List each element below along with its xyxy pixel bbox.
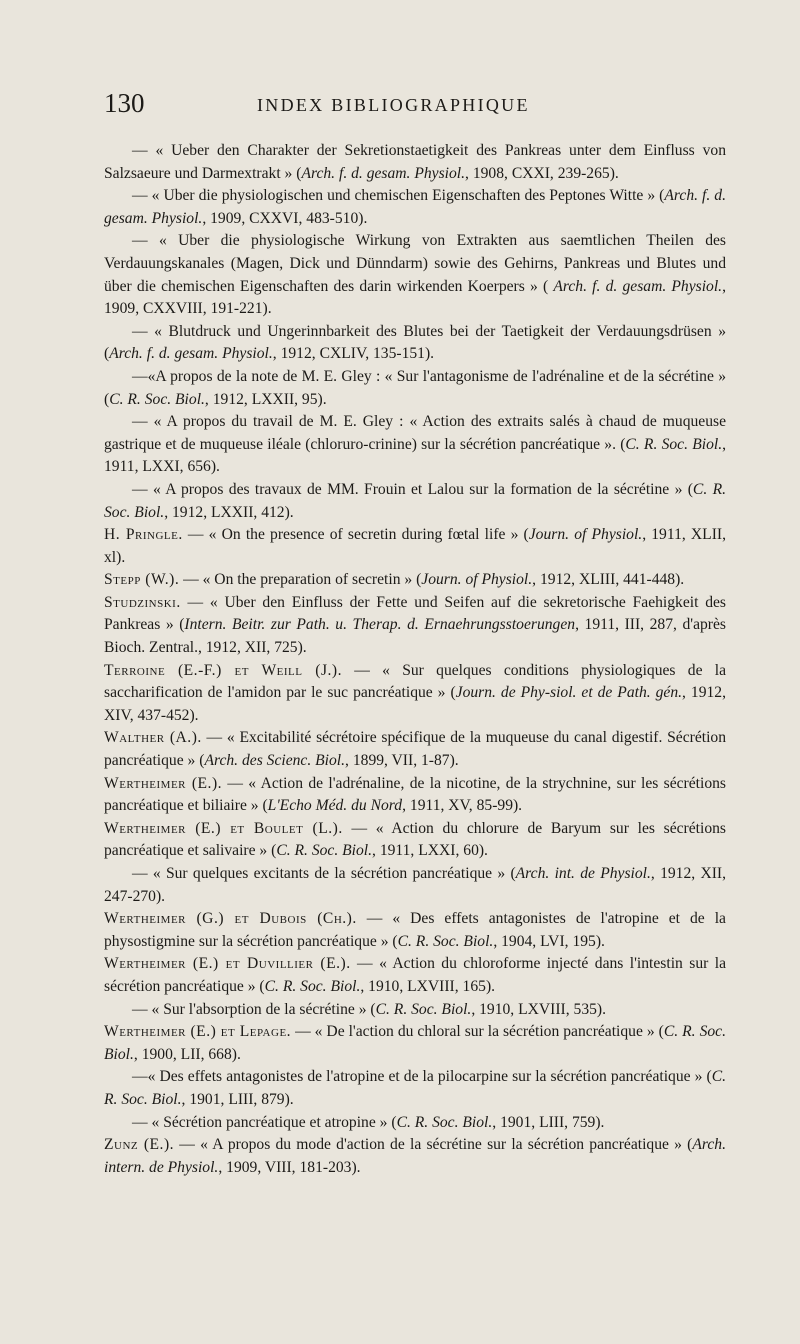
entry-title: — « A propos des travaux de MM. Frouin et Lalou sur la formation de la sécrétine » ( xyxy=(132,480,693,498)
entry-title: — « Action du chlorure de Baryum sur les sécrétions pancréatique et salivaire » ( xyxy=(104,819,726,860)
entry-reference: , 1909, CXXVI, 483-510). xyxy=(202,209,368,227)
entry-title: — « Sur quelques excitants de la sécrétion pancréatique » ( xyxy=(132,865,516,882)
entry-title: — « Uber die physiologischen und chemischen Eigenschaften des Peptones Witte » ( xyxy=(132,187,665,205)
bibliography-entry xyxy=(104,366,726,411)
entry-author: Wertheimer (E.). xyxy=(104,774,223,792)
bibliography-entry xyxy=(104,1066,726,1111)
entry-title: — « Blutdruck und Ungerinnbarkeit des Blutes bei der Taetigkeit der Verdauungsdrüsen » ( xyxy=(104,322,726,363)
entry-source: C. R. Soc. Biol. xyxy=(625,435,723,453)
bibliography-entry xyxy=(104,569,726,592)
entry-title: — « Action du chloroforme injecté dans l'intestin sur la sécrétion pancréatique » ( xyxy=(104,955,726,995)
entry-author: Wertheimer (G.) et Dubois (Ch.). xyxy=(104,910,357,928)
entry-title: — « A propos du mode d'action de la sécrétine sur la sécrétion pancréatique » ( xyxy=(174,1136,693,1154)
entry-author: Wertheimer (E.) et Boulet (L.). xyxy=(104,819,343,837)
entry-title: — « Sur l'absorption de la sécrétine » ( xyxy=(132,1000,376,1018)
entry-source: C. R. Soc. Biol. xyxy=(276,842,373,860)
entry-source: Arch. int. de Physiol. xyxy=(515,865,651,882)
bibliography-entry xyxy=(104,1112,726,1135)
entry-reference: , 1911, XLII, xl). xyxy=(104,526,726,566)
entry-reference: , 1912, CXLIV, 135-151). xyxy=(272,345,435,363)
entry-title: — « Uber den Einfluss der Fette und Seifen auf die sekretorische Faehigkeit des Pankreas » ( xyxy=(104,593,726,634)
entry-source: C. R. Soc. Biol. xyxy=(104,1068,726,1108)
entry-source: Arch. f. d. gesam. Physiol. xyxy=(109,345,273,363)
entry-reference: , 1912, LXXII, 95). xyxy=(204,390,327,408)
entry-source: Arch. f. d. gesam. Physiol. xyxy=(553,277,723,295)
entry-title: — « Excitabilité sécrétoire spécifique de la muqueuse du canal digestif. Sécrétion pancréatique » ( xyxy=(104,729,726,770)
entry-title: —«A propos de la note de M. E. Gley : « Sur l'antagonisme de l'adrénaline et de la sécrétine » ( xyxy=(104,367,726,408)
entry-source: C. R. Soc. Biol. xyxy=(397,932,494,950)
entry-author: Wertheimer (E.) et Duvillier (E.). xyxy=(104,955,351,973)
entry-source: Arch. f. d. gesam. Physiol. xyxy=(104,187,726,227)
entry-reference: , 1911, LXXI, 656). xyxy=(104,435,727,476)
bibliography-entry xyxy=(104,140,726,185)
bibliography-entry xyxy=(104,999,726,1022)
entry-author: H. Pringle. xyxy=(104,526,183,544)
bibliography-entry xyxy=(104,592,726,660)
entry-reference: , 1901, LIII, 759). xyxy=(492,1113,605,1131)
bibliography-entry xyxy=(104,953,726,998)
entry-reference: , 1910, LXVIII, 535). xyxy=(471,1000,606,1018)
entry-reference: , 1911, III, 287, d'après Bioch. Zentral., 1912, XII, 725). xyxy=(104,616,726,657)
entry-reference: , 1909, CXXVIII, 191-221). xyxy=(104,277,726,318)
entry-source: C. R. Soc. Biol. xyxy=(375,1000,472,1018)
bibliography-entry xyxy=(104,818,726,863)
bibliography-entry xyxy=(104,660,726,728)
entry-title: — « On the preparation of secretin » ( xyxy=(179,571,422,589)
entry-title: — « Action de l'adrénaline, de la nicotine, de la strychnine, sur les sécrétions pancréatique et biliaire » ( xyxy=(104,774,726,815)
entry-reference: , 1899, VII, 1-87). xyxy=(345,752,459,770)
bibliography-entry xyxy=(104,411,726,479)
bibliography-entry xyxy=(104,479,726,524)
entry-title: — « Uber die physiologische Wirkung von Extrakten aus saemtlichen Theilen des Verdauungskanales (Magen, Dick und Dünndarm) sowie des Gehirns, Pankreas und Blutes und über die chemischen Eigenschaften des darin wirkenden Koerpers » ( xyxy=(104,232,726,295)
entry-author: Terroine (E.-F.) et Weill (J.). xyxy=(104,661,343,679)
entry-title: — « Des effets antagonistes de l'atropine et de la physostigmine sur la sécrétion pancréatique » ( xyxy=(104,910,726,950)
entry-source: Arch. des Scienc. Biol. xyxy=(204,752,346,770)
bibliography-entry xyxy=(104,773,726,818)
entry-source: C. R. Soc. Biol. xyxy=(104,1023,726,1063)
entry-reference: , 1911, XV, 85-99). xyxy=(402,797,523,815)
entry-title: — « Sur quelques conditions physiologiques de la saccharification de l'amidon par le suc pancréatique » ( xyxy=(104,661,727,702)
entry-reference: , 1901, LIII, 879). xyxy=(181,1090,294,1108)
bibliography-entry xyxy=(104,321,726,366)
entry-source: Arch. intern. de Physiol. xyxy=(104,1136,726,1176)
bibliography-entry xyxy=(104,908,726,953)
entry-source: C. R. Soc. Biol. xyxy=(109,390,205,408)
page-number: 130 xyxy=(104,88,145,118)
entry-author: Walther (A.). xyxy=(104,729,202,747)
entry-title: —« Des effets antagonistes de l'atropine et de la pilocarpine sur la sécrétion pancréatique » ( xyxy=(132,1068,712,1086)
entry-reference: , 1912, LXXII, 412). xyxy=(164,503,294,521)
entry-source: Intern. Beitr. zur Path. u. Therap. d. Ernaehrungsstoerungen xyxy=(184,616,576,634)
entry-author: Stepp (W.). xyxy=(104,571,180,589)
entry-reference: , 1910, LXVIII, 165). xyxy=(360,977,496,995)
bibliography-entry xyxy=(104,185,726,230)
page-header xyxy=(104,86,724,122)
entry-title: — « On the presence of secretin during fœtal life » ( xyxy=(182,526,529,544)
entry-title: — « A propos du travail de M. E. Gley : « Action des extraits salés à chaud de muqueuse gastrique et de muqueuse iléale (chloruro-crinine) sur la sécrétion pancréatique ». ( xyxy=(104,413,726,453)
bibliography-entry xyxy=(104,524,726,569)
entry-title: — « Sécrétion pancréatique et atropine » ( xyxy=(132,1113,397,1131)
entry-title: — « Ueber den Charakter der Sekretionstaetigkeit des Pankreas unter dem Einfluss von Salzsaeure und Darmextrakt » ( xyxy=(104,142,726,182)
entry-source: C. R. Soc. Biol. xyxy=(104,480,726,521)
entry-author: Zunz (E.). xyxy=(104,1136,175,1154)
running-title: INDEX BIBLIOGRAPHIQUE xyxy=(257,95,530,115)
entry-reference: , 1912, XIV, 437-452). xyxy=(104,684,726,724)
entry-reference: , 1908, CXXI, 239-265). xyxy=(465,164,619,182)
entry-title: — « De l'action du chloral sur la sécrétion pancréatique » ( xyxy=(291,1023,664,1041)
entry-source: C. R. Soc. Biol. xyxy=(264,977,361,995)
entry-reference: , 1912, XLIII, 441-448). xyxy=(532,571,685,589)
entry-reference: , 1900, LII, 668). xyxy=(133,1045,241,1063)
entry-reference: , 1911, LXXI, 60). xyxy=(372,842,488,860)
bibliography-entry xyxy=(104,230,726,320)
entry-source: Journ. de Phy-siol. et de Path. gén. xyxy=(455,684,683,702)
bibliography-entry xyxy=(104,727,726,772)
bibliography-entry xyxy=(104,1134,726,1179)
bibliography-entry xyxy=(104,863,726,908)
entry-source: Journ. of Physiol. xyxy=(528,526,643,544)
entry-author: Wertheimer (E.) et Lepage. xyxy=(104,1023,292,1041)
entry-reference: , 1912, XII, 247-270). xyxy=(104,865,727,905)
entry-reference: , 1909, VIII, 181-203). xyxy=(218,1158,361,1176)
entry-reference: , 1904, LVI, 195). xyxy=(493,932,605,950)
entry-source: L'Echo Méd. du Nord xyxy=(267,797,403,815)
entry-author: Studzinski. xyxy=(104,593,181,611)
entry-source: Journ. of Physiol. xyxy=(421,571,533,589)
bibliography-list xyxy=(104,140,726,1179)
entry-source: Arch. f. d. gesam. Physiol. xyxy=(301,164,466,182)
bibliography-entry xyxy=(104,1021,726,1066)
entry-source: C. R. Soc. Biol. xyxy=(396,1113,493,1131)
